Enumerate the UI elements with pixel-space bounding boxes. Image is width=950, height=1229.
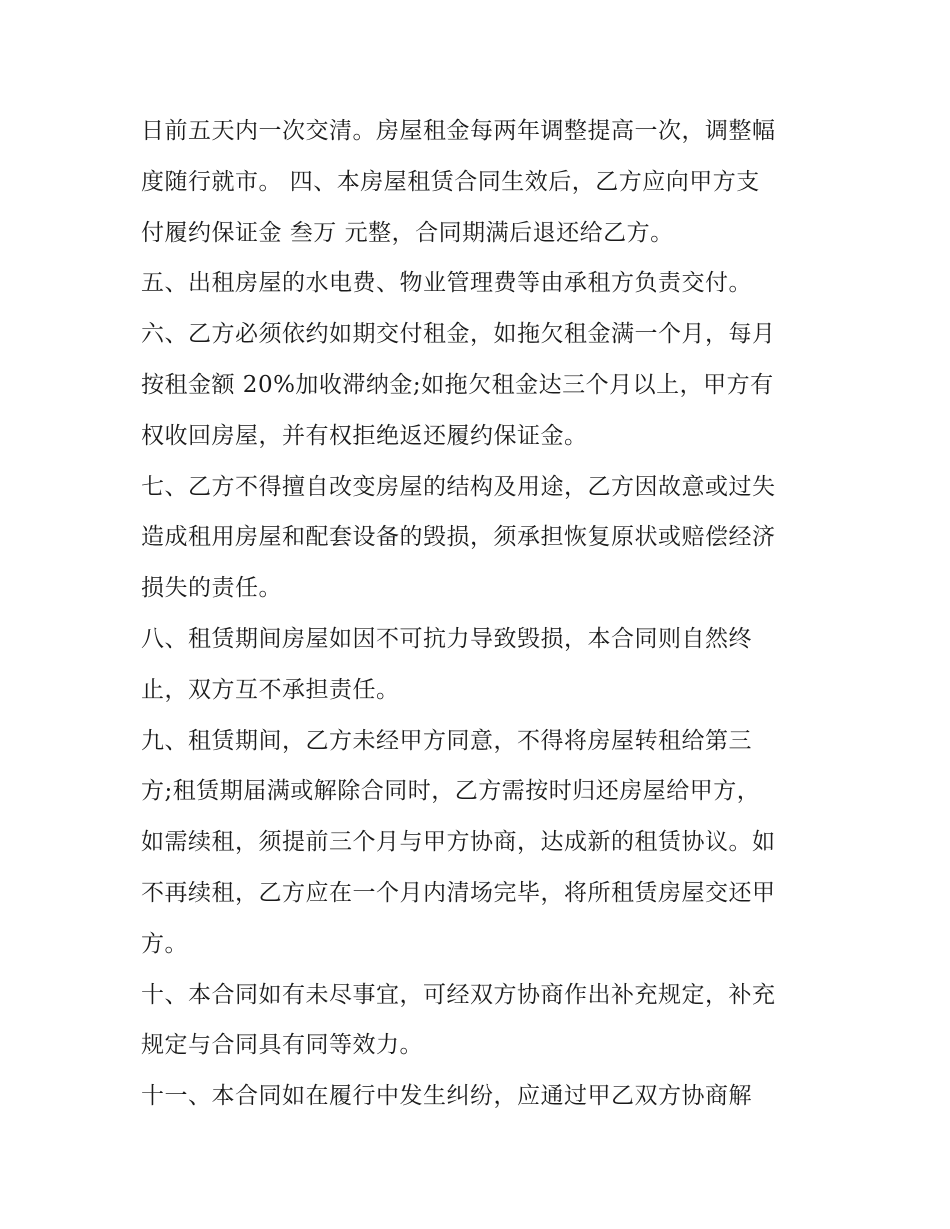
text-line: 规定与合同具有同等效力。 xyxy=(141,1032,423,1059)
text-line: 七、乙方不得擅自改变房屋的结构及用途，乙方因故意或过失 xyxy=(141,473,776,500)
text-line: 造成租用房屋和配套设备的毁损，须承担恢复原状或赔偿经济 xyxy=(141,524,776,551)
text-line: 按租金额 20%加收滞纳金;如拖欠租金达三个月以上，甲方有 xyxy=(141,371,774,398)
text-line: 如需续租，须提前三个月与甲方协商，达成新的租赁协议。如 xyxy=(141,829,776,856)
text-line: 日前五天内一次交清。房屋租金每两年调整提高一次，调整幅 xyxy=(141,118,776,144)
text-line: 损失的责任。 xyxy=(141,575,282,602)
text-line: 不再续租，乙方应在一个月内清场完毕，将所租赁房屋交还甲 xyxy=(141,879,776,906)
text-line: 付履约保证金 叁万 元整，合同期满后退还给乙方。 xyxy=(141,219,674,246)
text-line: 五、出租房屋的水电费、物业管理费等由承租方负责交付。 xyxy=(141,270,752,297)
text-line: 方;租赁期届满或解除合同时，乙方需按时归还房屋给甲方， xyxy=(141,778,761,805)
text-line: 九、租赁期间，乙方未经甲方同意，不得将房屋转租给第三 xyxy=(141,727,752,754)
text-line: 十、本合同如有未尽事宜，可经双方协商作出补充规定，补充 xyxy=(141,981,776,1008)
contract-body-text xyxy=(141,106,821,1122)
text-line: 八、租赁期间房屋如因不可抗力导致毁损，本合同则自然终 xyxy=(141,625,752,652)
text-line: 方。 xyxy=(141,930,188,957)
text-line: 十一、本合同如在履行中发生纠纷，应通过甲乙双方协商解 xyxy=(141,1083,752,1110)
text-line: 六、乙方必须依约如期交付租金，如拖欠租金满一个月，每月 xyxy=(141,321,776,348)
text-line: 止，双方互不承担责任。 xyxy=(141,676,400,703)
text-line: 权收回房屋，并有权拒绝返还履约保证金。 xyxy=(141,422,588,449)
text-line: 度随行就市。 四、本房屋租赁合同生效后，乙方应向甲方支 xyxy=(141,168,760,195)
